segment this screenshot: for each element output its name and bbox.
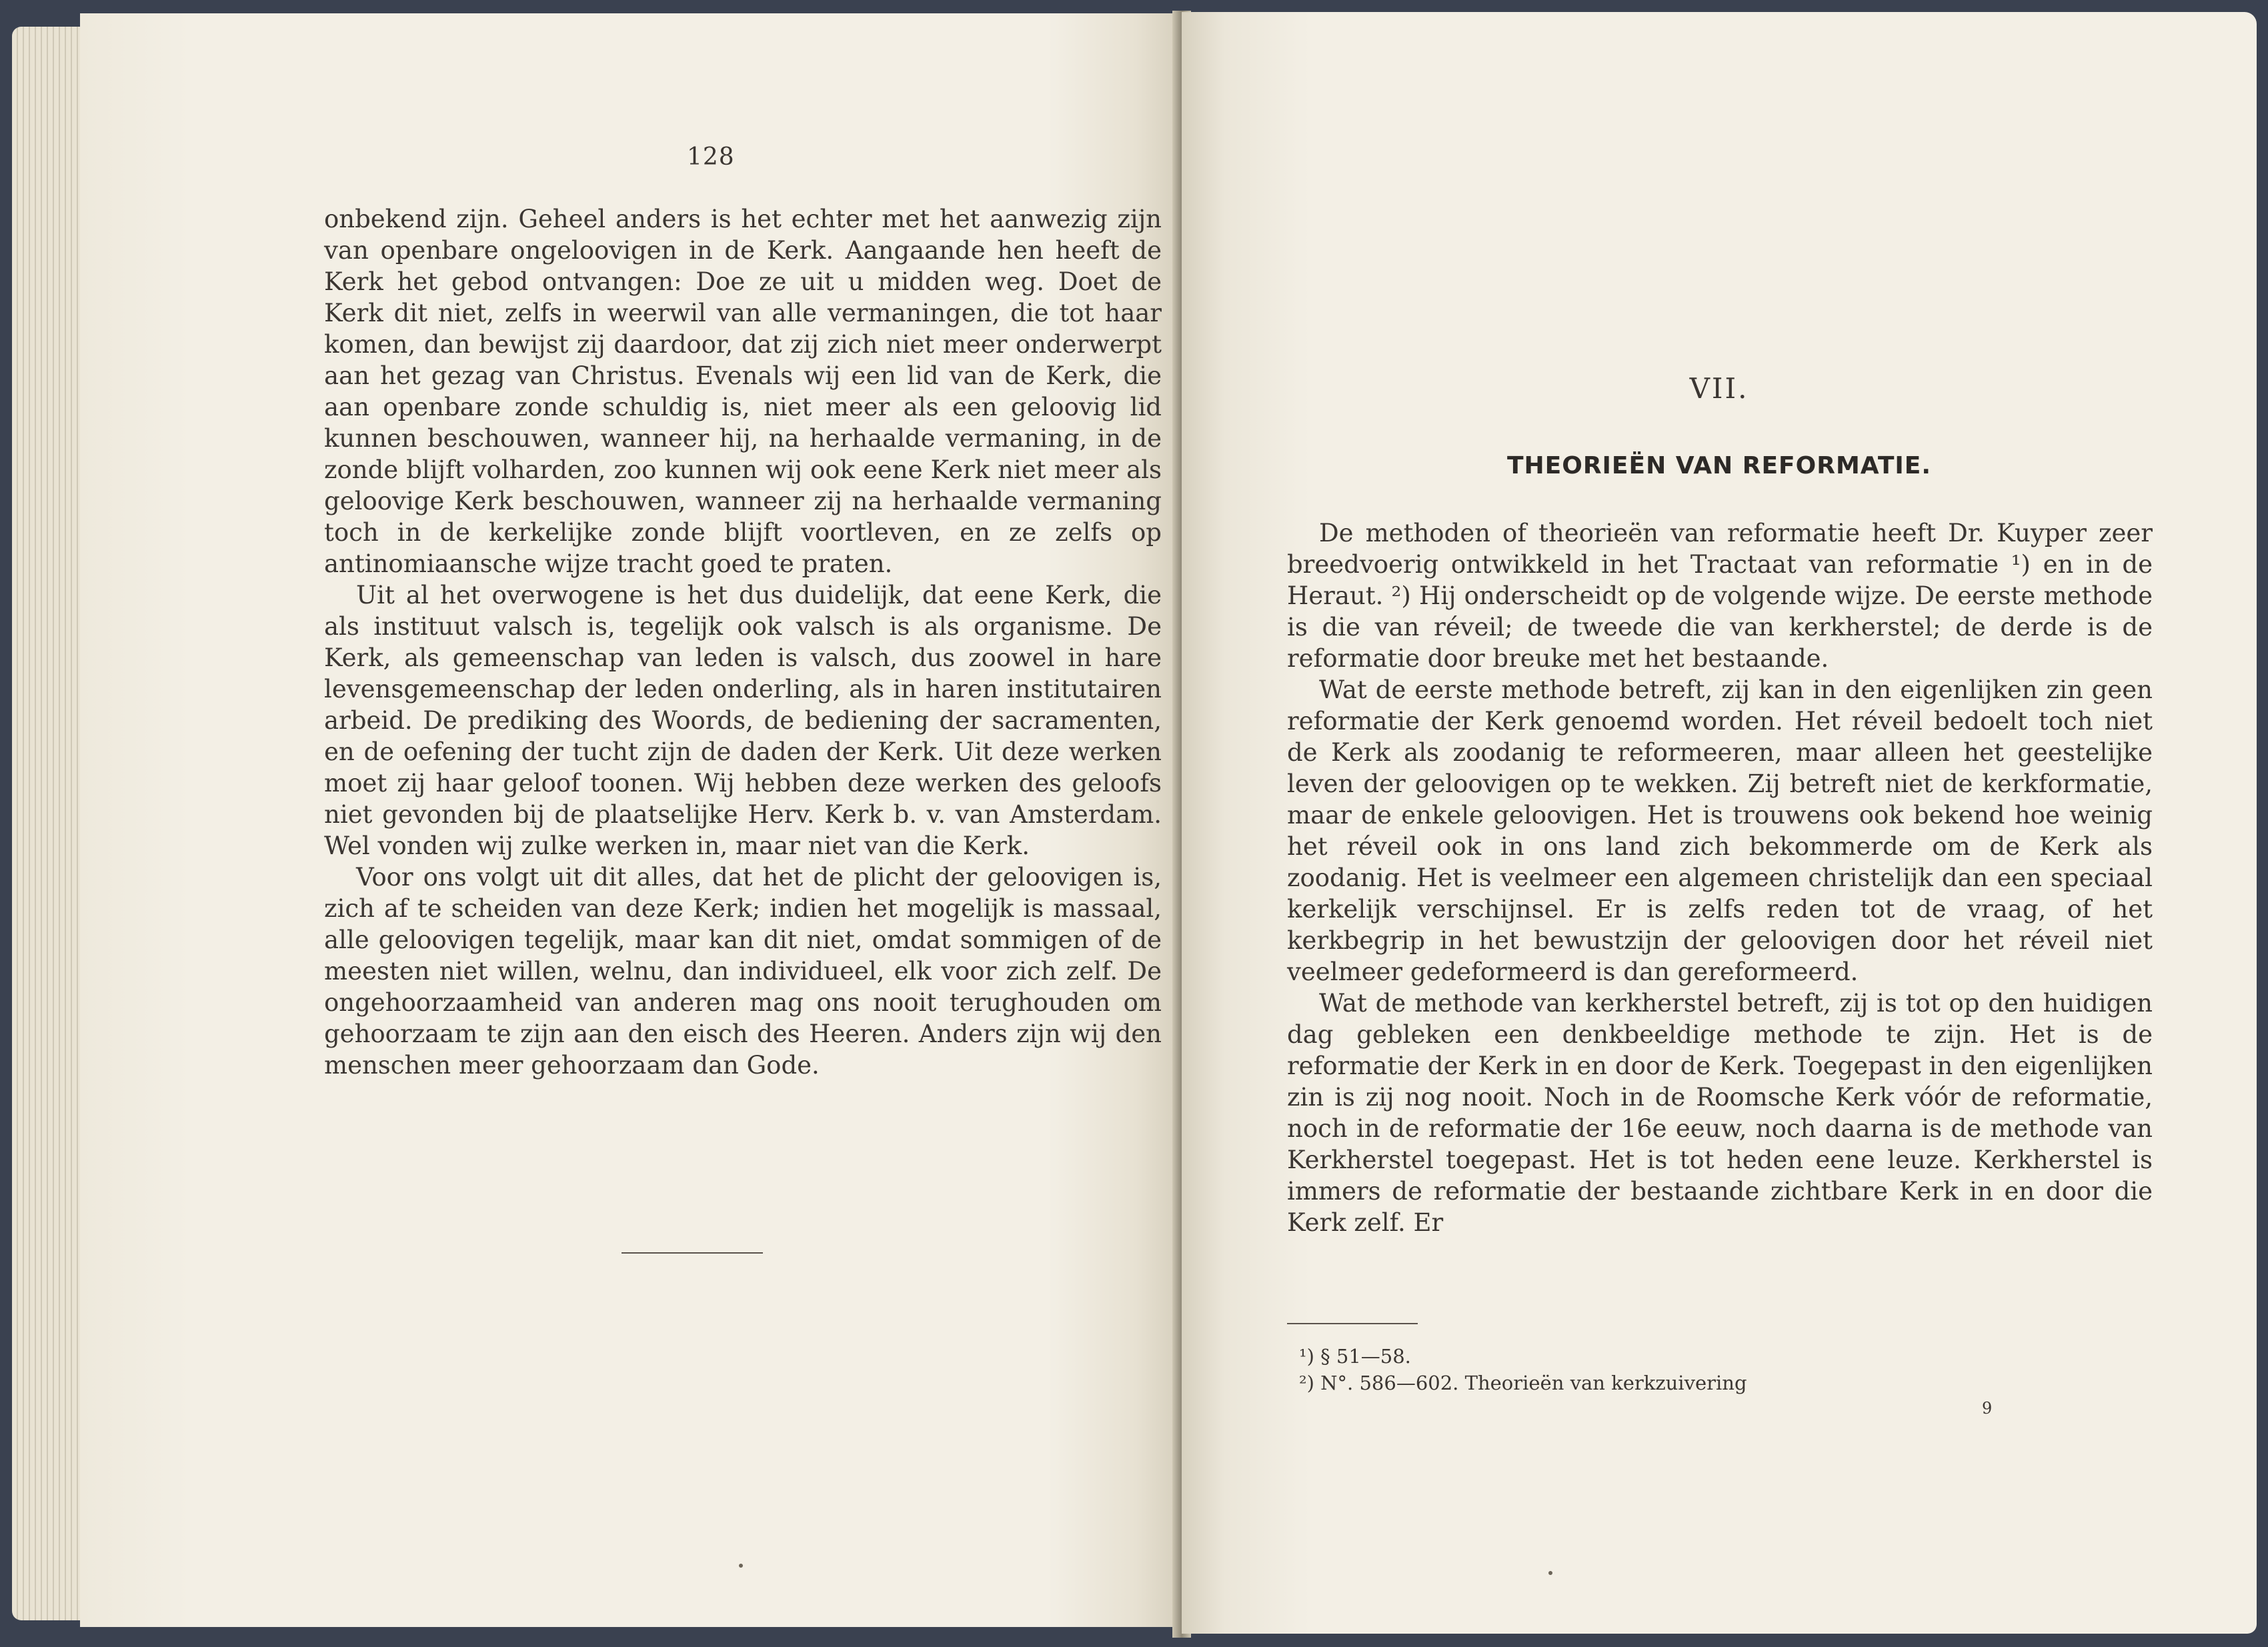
left-page <box>80 13 1180 1627</box>
right-paragraph-2: Wat de eerste methode betreft, zij kan in den eigenlijken zin geen reformatie der Kerk genoemd worden. Het réveil bedoelt toch niet de Kerk als zoodanig te reformeeren, maar alleen het geestelijke leven der geloovigen op te wekken. Zij betreft niet de kerkformatie, maar de enkele geloovigen. Het is trouwens ook bekend hoe weinig het réveil ook in ons land zich bekommerde om de Kerk als zoodanig. Het is veelmeer een algemeen christelijk dan een speciaal kerkelijk verschijnsel. Er is zelfs reden tot de vraag, of het kerkbegrip in het bewustzijn der geloovigen door het réveil niet veelmeer gedeformeerd is dan gereformeerd. <box>1287 675 2153 986</box>
right-page-text <box>1287 517 2153 1238</box>
end-rule <box>622 1252 763 1254</box>
left-page-text <box>324 203 1162 1081</box>
footnote-1: ¹) § 51—58. <box>1299 1345 1411 1368</box>
right-page <box>1182 12 2257 1634</box>
chapter-number: VII. <box>1689 372 1749 405</box>
page-number: 128 <box>687 143 735 171</box>
footnote-2: ²) N°. 586—602. Theorieën van kerkzuivering <box>1299 1372 1747 1394</box>
footnotes <box>1299 1343 2099 1396</box>
paper-speck <box>1548 1571 1552 1575</box>
paper-speck <box>739 1564 743 1568</box>
right-paragraph-3: Wat de methode van kerkherstel betreft, zij is tot op den huidigen dag gebleken een denkbeeldige methode te zijn. Het is de reformatie der Kerk in en door de Kerk. Toegepast in den eigenlijken zin is zij nog nooit. Noch in de Roomsche Kerk vóór de reformatie, noch in de reformatie der 16e eeuw, noch daarna is de methode van Kerkherstel toegepast. Het is tot heden eene leuze. Kerkherstel is immers de reformatie der bestaande zichtbare Kerk in en door die Kerk zelf. Er <box>1287 989 2153 1237</box>
right-paragraph-1: De methoden of theorieën van reformatie heeft Dr. Kuyper zeer breedvoerig ontwikkeld in het Tractaat van reformatie ¹) en in de Heraut. ²) Hij onderscheidt op de volgende wijze. De eerste methode is die van réveil; de tweede die van kerkherstel; de derde is de reformatie door breuke met het bestaande. <box>1287 519 2153 673</box>
left-paragraph-2: Uit al het overwogene is het dus duidelijk, dat eene Kerk, die als instituut valsch is, tegelijk ook valsch is als organisme. De Kerk, als gemeenschap van leden is valsch, dus zoowel in hare levensgemeenschap der leden onderling, als in haren institutairen arbeid. De prediking des Woords, de bediening der sacramenten, en de oefening der tucht zijn de daden der Kerk. Uit deze werken moet zij haar geloof toonen. Wij hebben deze werken des geloofs niet gevonden bij de plaatselijke Herv. Kerk b. v. van Amsterdam. Wel vonden wij zulke werken in, maar niet van die Kerk. <box>324 581 1162 860</box>
left-paragraph-1: onbekend zijn. Geheel anders is het echter met het aanwezig zijn van openbare ongeloovigen in de Kerk. Aangaande hen heeft de Kerk het gebod ontvangen: Doe ze uit u midden weg. Doet de Kerk dit niet, zelfs in weerwil van alle vermaningen, die tot haar komen, dan bewijst zij daardoor, dat zij zich niet meer onderwerpt aan het gezag van Christus. Evenals wij een lid van de Kerk, die aan openbare zonde schuldig is, niet meer als een geloovig lid kunnen beschouwen, wanneer hij, na herhaalde vermaning, in de zonde blijft volharden, zoo kunnen wij ook eene Kerk niet meer als geloovige Kerk beschouwen, wanneer zij na herhaalde vermaning toch in de kerkelijke zonde blijft voortleven, en ze zelfs op antinomiaansche wijze tracht goed te praten. <box>324 205 1162 578</box>
signature-mark: 9 <box>1982 1399 1993 1418</box>
footnote-rule <box>1287 1323 1418 1324</box>
chapter-title: THEORIEËN VAN REFORMATIE. <box>1506 452 1932 479</box>
left-paragraph-3: Voor ons volgt uit dit alles, dat het de plicht der geloovigen is, zich af te scheiden van deze Kerk; indien het mogelijk is massaal, alle geloovigen tegelijk, maar kan dit niet, omdat sommigen of de meesten niet willen, welnu, dan individueel, elk voor zich zelf. De ongehoorzaamheid van anderen mag ons nooit terughouden om gehoorzaam te zijn aan den eisch des Heeren. Anders zijn wij den menschen meer gehoorzaam dan Gode. <box>324 863 1162 1080</box>
